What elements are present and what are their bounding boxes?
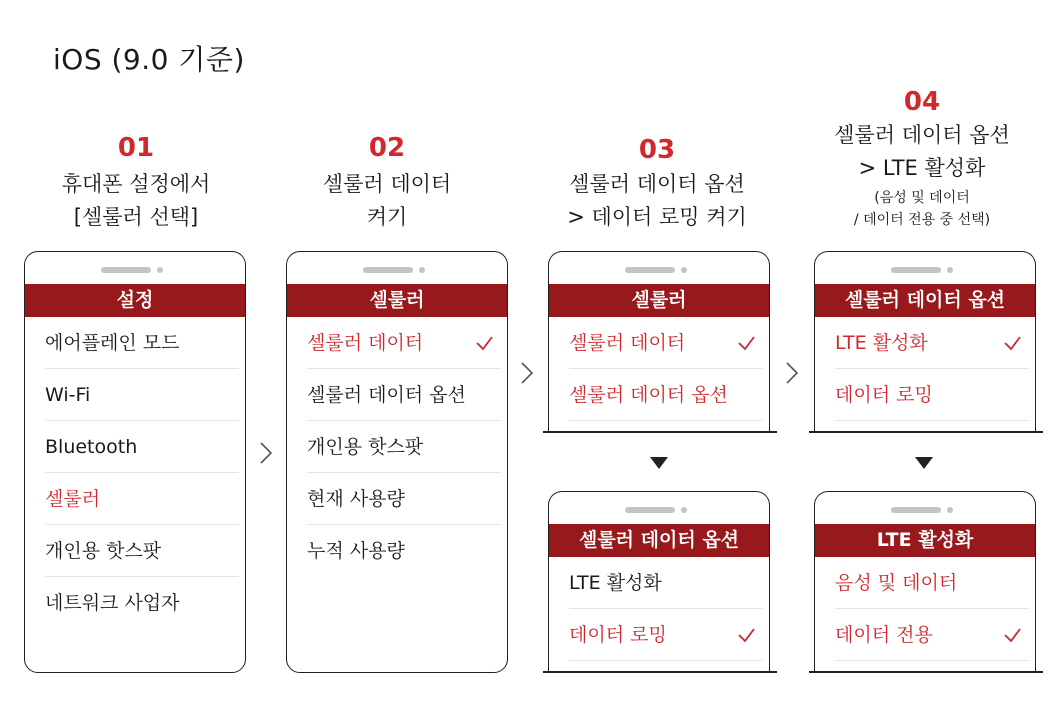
menu-item-voice-and-data[interactable]: 음성 및 데이터	[835, 557, 1029, 609]
screen-cut-line	[543, 671, 777, 673]
phone-camera	[681, 267, 687, 273]
data-options-menu	[569, 557, 763, 661]
phone-screen-data-options	[814, 251, 1036, 432]
menu-item-airplane-mode[interactable]: 에어플레인 모드	[45, 317, 239, 369]
phone-speaker	[891, 507, 941, 513]
step-3-number: 03	[638, 135, 676, 165]
screen-header: 설정	[25, 284, 245, 317]
phone-speaker	[363, 267, 413, 273]
settings-menu	[45, 317, 239, 629]
chevron-right-icon	[783, 358, 803, 388]
menu-item-enable-lte[interactable]: LTE 활성화	[569, 557, 763, 609]
step-2-title: 셀룰러 데이터 켜기	[322, 172, 452, 229]
phone-speaker	[625, 267, 675, 273]
menu-item-label: 데이터 로밍	[569, 624, 667, 646]
step-4-number: 04	[903, 87, 941, 117]
menu-item-cellular-data-options[interactable]: 셀룰러 데이터 옵션	[307, 369, 501, 421]
screen-header: 셀룰러	[287, 284, 507, 317]
phone-screen-enable-lte	[814, 491, 1036, 672]
menu-item-carrier[interactable]: 네트워크 사업자	[45, 592, 180, 614]
screen-header: 셀룰러 데이터 옵션	[815, 284, 1035, 317]
menu-item-label: 셀룰러 데이터	[307, 332, 424, 354]
step-1-number: 01	[117, 133, 155, 163]
phone-screen-data-options	[548, 491, 770, 672]
menu-item-enable-lte[interactable]	[835, 317, 1029, 369]
menu-item-current-usage[interactable]: 현재 사용량	[307, 473, 501, 525]
page-title: iOS (9.0 기준)	[53, 43, 245, 76]
phone-camera	[157, 267, 163, 273]
phone-screen-settings	[24, 251, 246, 673]
arrow-down-icon	[650, 457, 668, 469]
data-options-menu	[835, 317, 1029, 421]
arrow-down-icon	[915, 457, 933, 469]
menu-item-personal-hotspot[interactable]: 개인용 핫스팟	[307, 421, 501, 473]
lte-menu	[835, 557, 1029, 661]
chevron-right-icon	[518, 358, 538, 388]
menu-item-cellular[interactable]: 셀룰러	[45, 473, 239, 525]
phone-camera	[419, 267, 425, 273]
menu-item-personal-hotspot[interactable]: 개인용 핫스팟	[45, 525, 239, 577]
menu-item-wifi[interactable]: Wi-Fi	[45, 369, 239, 421]
menu-item-cellular-data[interactable]	[307, 317, 501, 369]
chevron-right-icon	[257, 438, 277, 468]
phone-camera	[947, 507, 953, 513]
step-4-subtitle: (음성 및 데이터 / 데이터 전용 중 선택)	[853, 190, 991, 228]
phone-camera	[681, 507, 687, 513]
step-2-number: 02	[368, 133, 406, 163]
cellular-menu	[569, 317, 763, 421]
menu-item-bluetooth[interactable]: Bluetooth	[45, 421, 239, 473]
cellular-menu	[307, 317, 501, 577]
screen-header: 셀룰러	[549, 284, 769, 317]
phone-speaker	[101, 267, 151, 273]
screen-cut-line	[543, 431, 777, 433]
screen-header: LTE 활성화	[815, 524, 1035, 557]
screen-cut-line	[809, 671, 1043, 673]
menu-item-label: 셀룰러 데이터	[569, 332, 686, 354]
check-icon	[1001, 609, 1023, 661]
check-icon	[735, 609, 757, 661]
menu-item-data-only[interactable]	[835, 609, 1029, 661]
phone-speaker	[891, 267, 941, 273]
phone-speaker	[625, 507, 675, 513]
phone-camera	[947, 267, 953, 273]
menu-item-cellular-data-options[interactable]: 셀룰러 데이터 옵션	[569, 369, 763, 421]
check-icon	[1001, 317, 1023, 369]
menu-item-data-roaming[interactable]: 데이터 로밍	[835, 369, 1029, 421]
screen-header: 셀룰러 데이터 옵션	[549, 524, 769, 557]
menu-item-label: 데이터 전용	[835, 624, 933, 646]
menu-item-label: LTE 활성화	[835, 332, 928, 354]
step-4-title: 셀룰러 데이터 옵션 > LTE 활성화	[834, 123, 1010, 180]
step-3-title: 셀룰러 데이터 옵션 > 데이터 로밍 켜기	[567, 172, 747, 229]
check-icon	[735, 317, 757, 369]
check-icon	[473, 317, 495, 369]
menu-item-total-usage[interactable]: 누적 사용량	[307, 540, 405, 562]
menu-item-cellular-data[interactable]	[569, 317, 763, 369]
phone-screen-cellular	[286, 251, 508, 673]
step-1-title: 휴대폰 설정에서 [셀룰러 선택]	[61, 172, 211, 229]
menu-item-data-roaming[interactable]	[569, 609, 763, 661]
screen-cut-line	[809, 431, 1043, 433]
phone-screen-cellular-partial	[548, 251, 770, 432]
